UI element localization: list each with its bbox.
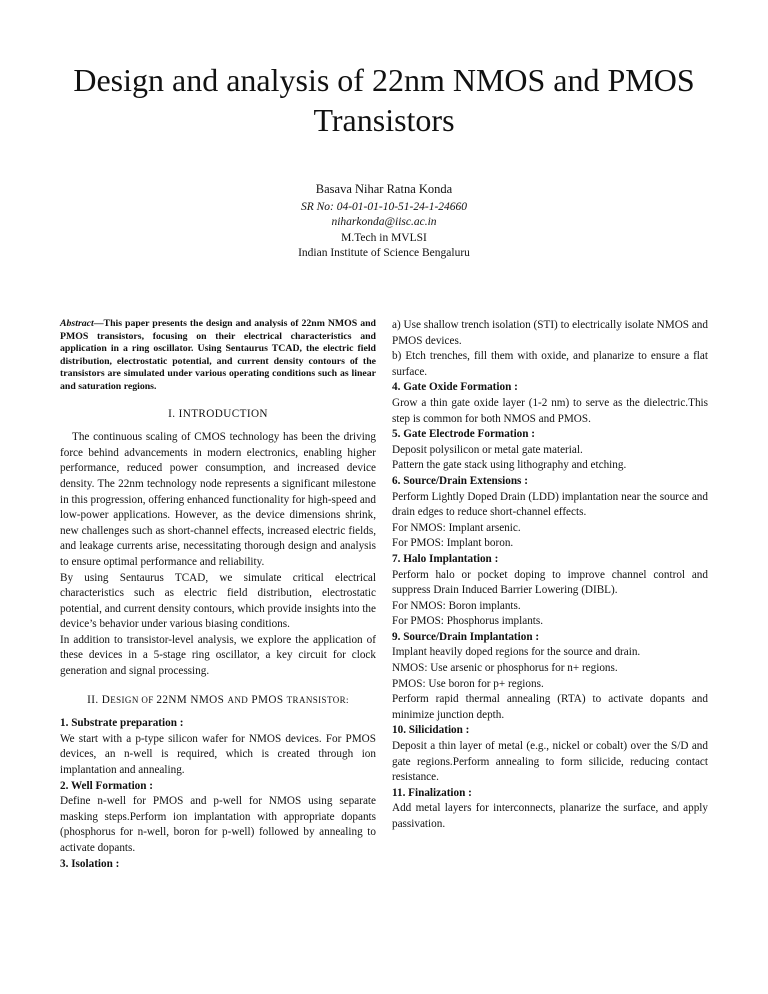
step-3-title: 3. Isolation : xyxy=(60,857,120,870)
step-5-text-1: Deposit polysilicon or metal gate material. xyxy=(392,443,583,456)
step-7-text-1: Perform halo or pocket doping to improve channel control and suppress Drain Induced Barrier Lowering (DIBL). xyxy=(392,568,708,597)
step-9-title: 9. Source/Drain Implantation : xyxy=(392,630,540,643)
right-column xyxy=(392,318,708,833)
abstract xyxy=(60,318,376,394)
step-2-title: 2. Well Formation : xyxy=(60,779,154,792)
paper-title: Design and analysis of 22nm NMOS and PMOS Transistors xyxy=(73,62,695,138)
step-3-text-b: b) Etch trenches, fill them with oxide, and planarize to ensure a flat surface. xyxy=(392,350,708,378)
step-11-title: 11. Finalization : xyxy=(392,786,472,799)
author-name: Basava Nihar Ratna Konda xyxy=(315,182,453,196)
author-block xyxy=(184,182,584,262)
step-11-text: Add metal layers for interconnects, planarize the surface, and apply passivation. xyxy=(392,802,708,830)
step-6-text-2: For NMOS: Implant arsenic. xyxy=(392,521,521,534)
left-column xyxy=(60,318,376,872)
step-6-text-3: For PMOS: Implant boron. xyxy=(392,537,514,550)
abstract-label: Abstract xyxy=(60,318,94,329)
author-email: niharkonda@iisc.ac.in xyxy=(331,216,437,228)
intro-paragraph-1: The continuous scaling of CMOS technology has been the driving force behind advancements in modern electronics, enabling higher performance, reduced power consumption, and increased device density. The 22nm technology node represents a significant milestone in this progression, offering enhanced functionality for high-speed and low-power applications. However, as the device dimensions shrink, new challenges such as short-channel effects, increased electric fields, and leakage currents arise, necessitating thorough design and analysis to ensure optimal performance and reliability. xyxy=(60,431,376,568)
step-4-title: 4. Gate Oxide Formation : xyxy=(392,381,518,394)
step-5-text-2: Pattern the gate stack using lithography and etching. xyxy=(392,459,627,472)
author-sr-no: SR No: 04-01-01-10-51-24-1-24660 xyxy=(300,200,468,213)
step-5-title: 5. Gate Electrode Formation : xyxy=(392,428,536,441)
step-9-text-2: NMOS: Use arsenic or phosphorus for n+ regions. xyxy=(392,662,618,675)
section-2-heading: II. DESIGN OF 22NM NMOS AND PMOS TRANSISTOR: xyxy=(87,693,349,706)
step-10-text: Deposit a thin layer of metal (e.g., nickel or cobalt) over the S/D and gate regions.Perform annealing to form silicide, reducing contact resistance. xyxy=(392,740,708,784)
step-7-title: 7. Halo Implantation : xyxy=(392,552,499,565)
step-6-text-1: Perform Lightly Doped Drain (LDD) implantation near the source and drain edges to reduce short-channel effects. xyxy=(392,490,708,519)
step-9-text-1: Implant heavily doped regions for the source and drain. xyxy=(392,646,641,659)
section-1-heading: I. INTRODUCTION xyxy=(168,407,268,420)
step-9-text-3: PMOS: Use boron for p+ regions. xyxy=(392,677,544,690)
step-3-text-a: a) Use shallow trench isolation (STI) to electrically isolate NMOS and PMOS devices. xyxy=(392,319,708,347)
step-1-title: 1. Substrate preparation : xyxy=(60,717,184,730)
step-9-text-4: Perform rapid thermal annealing (RTA) to activate dopants and minimize junction depth. xyxy=(392,693,708,721)
intro-paragraph-2: By using Sentaurus TCAD, we simulate critical electrical characteristics such as electric field distribution, electrostatic potential, and current density contours, which provide insights into the device’s behavior under various biasing conditions. xyxy=(60,571,376,631)
step-1-text: We start with a p-type silicon wafer for NMOS devices. For PMOS devices, an n-well is required, which is created through ion implantation and annealing. xyxy=(60,732,376,777)
author-program: M.Tech in MVLSI xyxy=(341,231,427,244)
abstract-text: This paper presents the design and analysis of 22nm NMOS and PMOS transistors, focusing on their electrical characteristics and application in a ring oscillator. Using Sentaurus TCAD, the electric field distribution, electrostatic potential, and current density contours of the transistors are simulated under various operating conditions such as linear and saturation regions. xyxy=(60,318,376,392)
step-6-title: 6. Source/Drain Extensions : xyxy=(392,474,528,487)
step-7-text-3: For PMOS: Phosphorus implants. xyxy=(392,615,544,628)
step-7-text-2: For NMOS: Boron implants. xyxy=(392,599,521,612)
author-institute: Indian Institute of Science Bengaluru xyxy=(298,247,470,259)
step-2-text: Define n-well for PMOS and p-well for NMOS using separate masking steps.Perform ion implantation with appropriate dopants (phosphorus for n-well, boron for p-well) followed by annealing to activate dopants. xyxy=(60,795,376,854)
step-4-text: Grow a thin gate oxide layer (1-2 nm) to serve as the dielectric.This step is common for both NMOS and PMOS. xyxy=(392,396,708,425)
abstract-dash: — xyxy=(93,318,104,329)
step-10-title: 10. Silicidation : xyxy=(392,724,470,737)
intro-paragraph-3: In addition to transistor-level analysis, we explore the application of these devices in a 5-stage ring oscillator, a key circuit for clock generation and signal processing. xyxy=(60,633,376,678)
